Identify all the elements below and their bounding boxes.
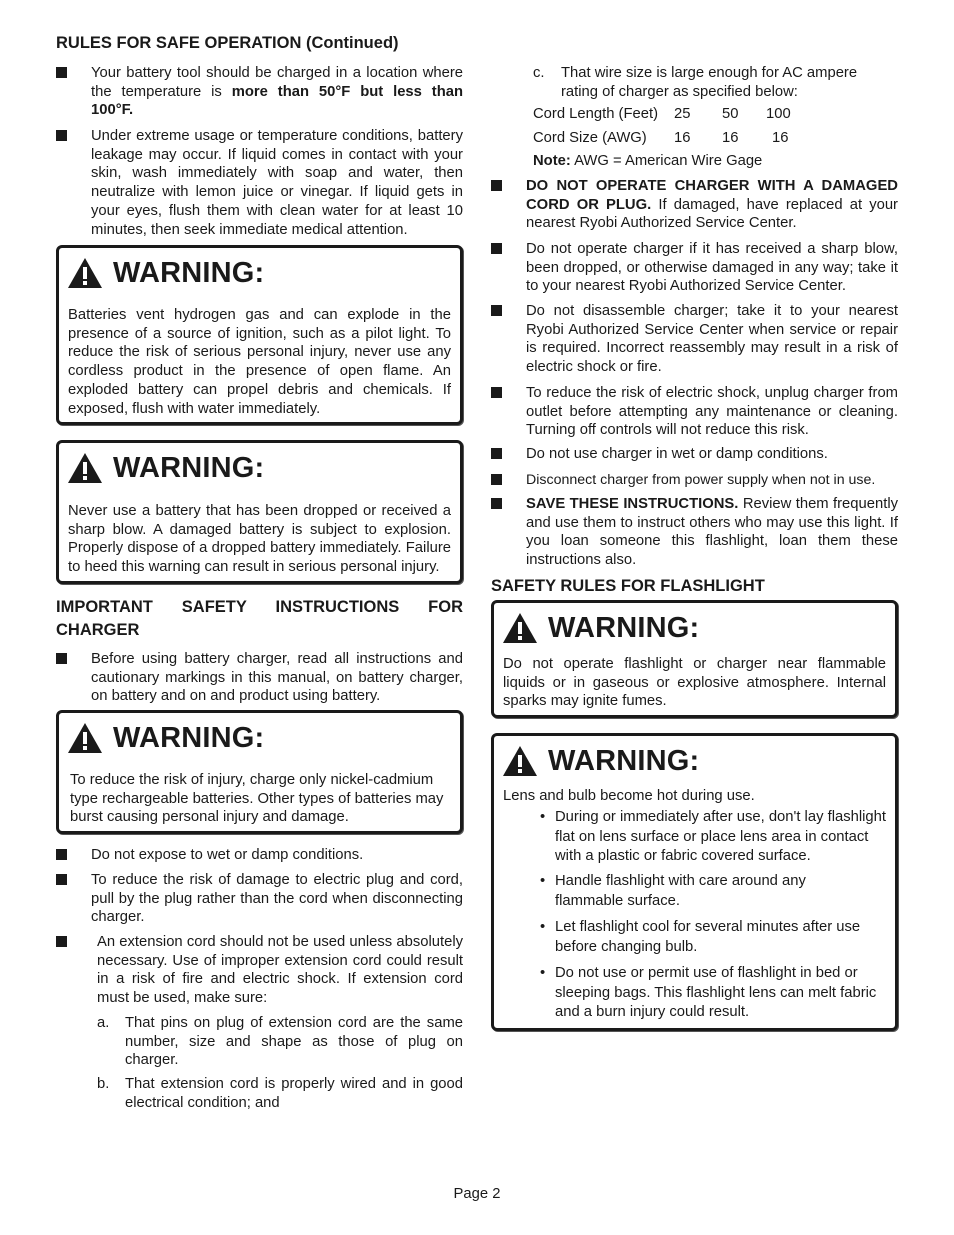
note-text: AWG = American Wire Gage — [570, 153, 763, 169]
list-item — [491, 495, 898, 570]
bullet-text: Handle flashlight with care around any flammable surface. — [555, 873, 806, 909]
warning-text: Batteries vent hydrogen gas and can explode in the presence of a source of ignition, such as a pilot light. To reduce the risk of serious personal injury, never use any cordless product in the presence of open flame. An exploded battery can propel debris and chemicals. If exposed, flush with water immediately. — [68, 307, 451, 417]
square-bullet-icon — [56, 130, 67, 141]
note-label: Note: — [533, 153, 571, 169]
section-heading: SAFETY RULES FOR FLASHLIGHT — [491, 577, 765, 595]
warning-text: Never use a battery that has been dropped or received a sharp blow. A damaged battery is subject to explosion. Properly dispose of a dropped battery immediately. Failure to heed this warning can result in serious personal injury. — [68, 503, 451, 576]
square-bullet-icon — [56, 653, 67, 664]
list-item — [541, 808, 891, 867]
list-item — [491, 445, 898, 464]
list-item — [56, 64, 463, 120]
square-bullet-icon — [491, 474, 502, 485]
list-item — [491, 240, 898, 296]
warning-header — [67, 718, 264, 758]
list-item — [491, 384, 898, 440]
square-bullet-icon — [491, 243, 502, 254]
warning-title: WARNING: — [113, 256, 265, 289]
list-item — [56, 846, 463, 865]
bullet-text: To reduce the risk of damage to electric plug and cord, pull by the plug rather than the cord when disconnecting charger. — [91, 872, 463, 926]
list-item — [541, 872, 891, 911]
warning-box — [56, 710, 463, 834]
section-heading: IMPORTANT SAFETY INSTRUCTIONS FOR CHARGER — [56, 598, 463, 639]
bullet-text: Disconnect charger from power supply when not in use. — [526, 472, 876, 488]
square-bullet-icon — [491, 387, 502, 398]
sub-list-item — [97, 1014, 463, 1070]
warning-title: WARNING: — [113, 451, 265, 484]
table-cell: 16 — [772, 130, 789, 146]
table-cell: 16 — [722, 130, 739, 146]
warning-triangle-icon — [67, 722, 103, 754]
page-title: RULES FOR SAFE OPERATION (Continued) — [56, 34, 399, 52]
bullet-dot-icon: • — [540, 873, 546, 889]
warning-box — [491, 600, 898, 718]
square-bullet-icon — [56, 874, 67, 885]
table-cell: Cord Length (Feet) — [533, 106, 659, 122]
warning-triangle-icon — [502, 612, 538, 644]
warning-title: WARNING: — [113, 721, 265, 754]
warning-header — [502, 608, 699, 648]
table-cell: 100 — [766, 106, 791, 122]
bullet-bold-text: more than 50°F but less than 100°F. — [91, 83, 463, 119]
table-cell: 25 — [674, 106, 691, 122]
square-bullet-icon — [56, 67, 67, 78]
bullet-text: Let flashlight cool for several minutes after use before changing bulb. — [555, 919, 861, 955]
list-item — [56, 871, 463, 927]
warning-text: Do not operate flashlight or charger near flammable liquids or in gaseous or explosive atmosphere. Internal sparks may ignite fumes. — [503, 656, 886, 710]
sub-list-item — [533, 64, 898, 101]
bullet-bold-text: SAVE THESE INSTRUCTIONS. — [526, 496, 739, 512]
bullet-text: An extension cord should not be used unless absolutely necessary. Use of improper extension cord could result in a risk of fire and electric shock. If extension cord must be used, make sure: — [97, 934, 463, 1007]
table-cell: 50 — [722, 106, 739, 122]
list-item — [491, 177, 898, 233]
warning-title: WARNING: — [548, 611, 700, 644]
sub-item-text: That pins on plug of extension cord are the same number, size and shape as those of plug on charger. — [125, 1015, 463, 1069]
list-item — [491, 302, 898, 377]
bullet-bold-text: DO NOT OPERATE CHARGER WITH A DAMAGED CORD OR PLUG. — [526, 178, 898, 213]
sub-item-text: That extension cord is properly wired and in good electrical condition; and — [125, 1076, 463, 1111]
bullet-dot-icon: • — [540, 965, 546, 981]
sub-item-label: b. — [97, 1076, 110, 1092]
sub-item-text: That wire size is large enough for AC ampere rating of charger as specified below: — [561, 65, 858, 100]
list-item — [56, 127, 463, 239]
warning-title: WARNING: — [548, 744, 700, 777]
warning-box — [56, 245, 463, 425]
bullet-text: Your battery tool should be charged in a location where the temperature is — [91, 65, 463, 100]
square-bullet-icon — [491, 498, 502, 509]
warning-text: To reduce the risk of injury, charge only nickel-cadmium type rechargeable batteries. Other types of batteries may burst causing personal injury and damage. — [70, 772, 444, 826]
page-number: Page 2 — [453, 1186, 501, 1202]
list-item — [541, 918, 891, 957]
bullet-text: Do not disassemble charger; take it to your nearest Ryobi Authorized Service Center when service or repair is required. Incorrect reassembly may result in a risk of electric shock or fire. — [526, 303, 898, 376]
bullet-text: Do not use charger in wet or damp conditions. — [526, 446, 828, 462]
bullet-text: Before using battery charger, read all instructions and cautionary markings in this manual, on battery charger, on battery and on and product using battery. — [91, 651, 463, 705]
list-item — [491, 471, 898, 490]
warning-triangle-icon — [67, 452, 103, 484]
warning-intro: Lens and bulb become hot during use. — [503, 788, 755, 804]
bullet-text: Do not use or permit use of flashlight in bed or sleeping bags. This flashlight lens can melt fabric and a burn injury could result. — [555, 965, 877, 1020]
bullet-text: Do not operate charger if it has received a sharp blow, been dropped, or otherwise damaged in any way; take it to your nearest Ryobi Authorized Service Center. — [526, 241, 898, 295]
warning-box — [491, 733, 898, 1031]
square-bullet-icon — [491, 180, 502, 191]
table-cell: Cord Size (AWG) — [533, 130, 647, 146]
list-item — [541, 964, 891, 1023]
bullet-text: If damaged, have replaced at your nearest Ryobi Authorized Service Center. — [526, 196, 898, 232]
bullet-text: Under extreme usage or temperature conditions, battery leakage may occur. If liquid comes in contact with your skin, wash immediately with soap and water, then neutralize with lemon juice or vinegar. If liquid gets in your eyes, flush them with clean water for at least 10 minutes, then seek immediate medical attention. — [91, 128, 463, 238]
bullet-text: During or immediately after use, don't lay flashlight flat on lens surface or place lens area in contact with a plastic or fabric covered surface. — [555, 809, 886, 864]
list-item — [56, 933, 463, 1008]
table-cell: 16 — [674, 130, 691, 146]
warning-header — [67, 253, 264, 293]
cord-table-note — [533, 152, 873, 171]
square-bullet-icon — [491, 305, 502, 316]
warning-header — [502, 741, 699, 781]
warning-header — [67, 448, 264, 488]
sub-item-label: a. — [97, 1015, 110, 1031]
bullet-dot-icon: • — [540, 919, 546, 935]
sub-item-label: c. — [533, 65, 545, 81]
sub-list-item — [97, 1075, 463, 1112]
bullet-text: Do not expose to wet or damp conditions. — [91, 847, 364, 863]
list-item — [56, 650, 463, 706]
square-bullet-icon — [491, 448, 502, 459]
bullet-dot-icon: • — [540, 809, 546, 825]
square-bullet-icon — [56, 936, 67, 947]
warning-box — [56, 440, 463, 584]
warning-triangle-icon — [502, 745, 538, 777]
square-bullet-icon — [56, 849, 67, 860]
bullet-text: To reduce the risk of electric shock, unplug charger from outlet before attempting any maintenance or cleaning. Turning off controls will not reduce this risk. — [526, 385, 898, 439]
warning-triangle-icon — [67, 257, 103, 289]
bullet-text: Review them frequently and use them to instruct others who may use this light. If you loan someone this flashlight, loan them these instructions also. — [526, 496, 899, 569]
